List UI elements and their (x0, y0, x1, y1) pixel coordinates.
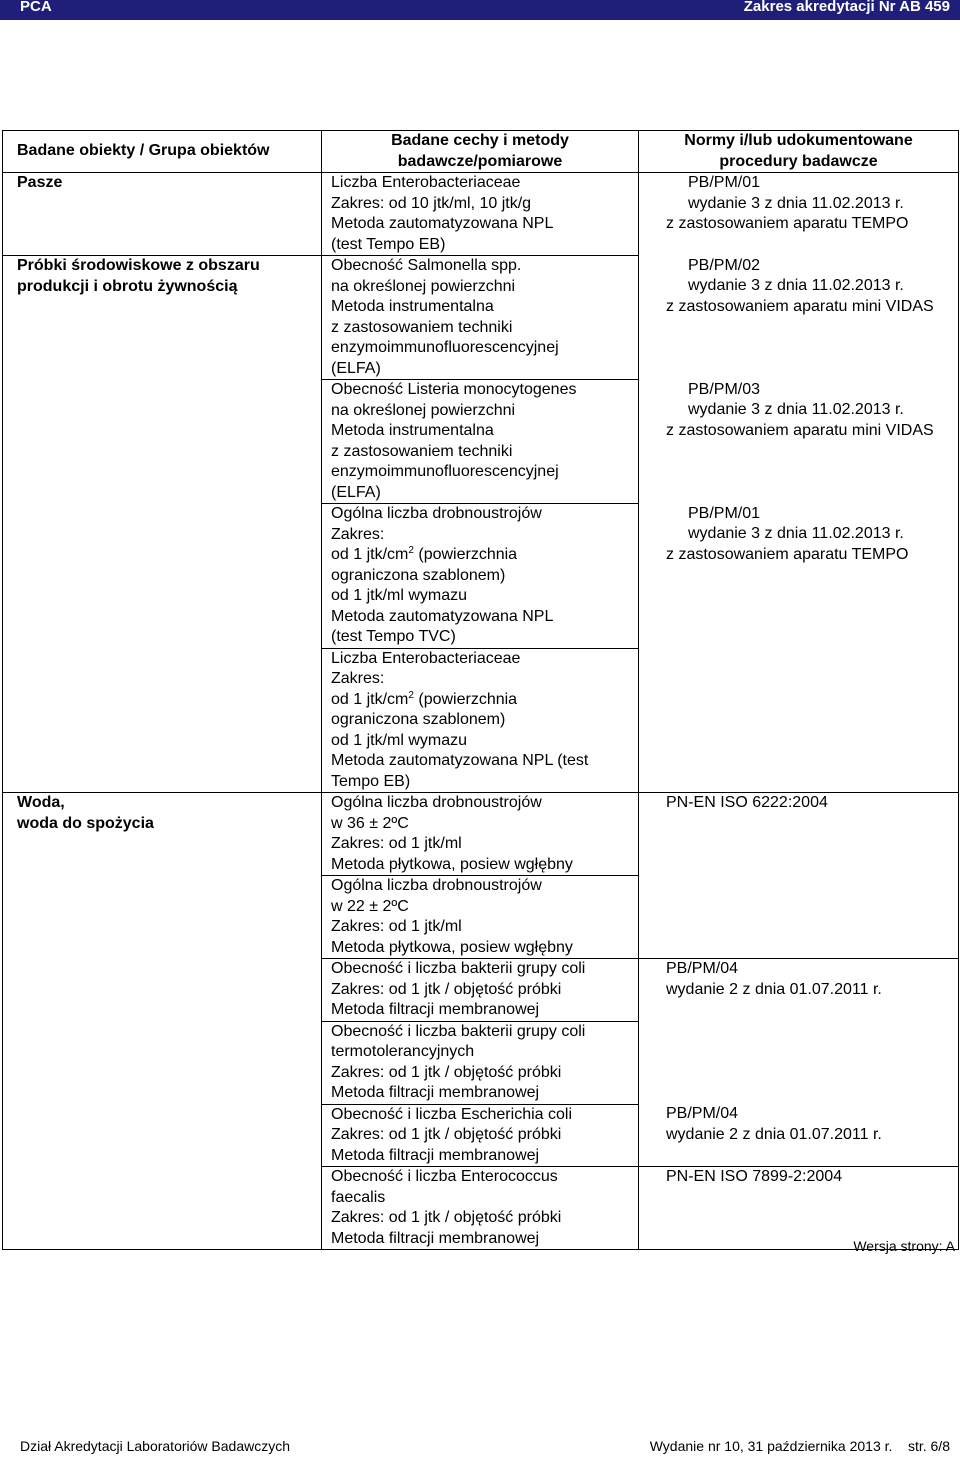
method-text: (powierzchnia (413, 690, 518, 708)
method-cell (322, 1104, 639, 1167)
object-cell (3, 173, 322, 256)
header-norms-text: Normy i/lub udokumentowane procedury badawcze (684, 132, 913, 170)
method-text: od 1 jtk/cm (331, 546, 409, 563)
method-line: Obecność i liczba Enterococcus (331, 1168, 558, 1185)
footer-edition: Wydanie nr 10, 31 października 2013 r. str. 6/8 (649, 1438, 950, 1454)
method-text: (powierzchnia (413, 546, 518, 563)
norm-line: PB/PM/01 (688, 174, 761, 191)
accreditation-table (2, 130, 959, 1250)
method-line: Metoda zautomatyzowana NPL (331, 215, 554, 232)
method-line: Zakres: od 1 jtk / objętość próbki (331, 1126, 562, 1143)
method-line: Ogólna liczba drobnoustrojów (331, 877, 542, 894)
object-cell (3, 256, 322, 380)
norm-line: z zastosowaniem aparatu TEMPO (666, 215, 909, 232)
object-cell (3, 959, 322, 1022)
table-row (3, 173, 959, 256)
method-line: Zakres: (331, 670, 385, 687)
norm-cell (639, 648, 959, 793)
page-version: Wersja strony: A (853, 1238, 955, 1254)
method-line: Metoda zautomatyzowana NPL (test (331, 752, 589, 769)
method-line: Metoda instrumentalna (331, 422, 494, 439)
norm-line: wydanie 3 z dnia 11.02.2013 r. (688, 525, 904, 542)
method-line: Liczba Enterobacteriaceae (331, 649, 521, 667)
norm-line: z zastosowaniem aparatu mini VIDAS (666, 421, 934, 439)
method-line: faecalis (331, 1188, 386, 1206)
norm-line: wydanie 2 z dnia 01.07.2011 r. (666, 980, 882, 998)
method-cell (322, 793, 639, 876)
method-line: Zakres: od 10 jtk/ml, 10 jtk/g (331, 194, 532, 212)
method-line: enzymoimmunofluorescencyjnej (331, 463, 559, 480)
table-header-row (3, 131, 959, 173)
norm-cell (639, 1021, 959, 1104)
method-cell (322, 648, 639, 793)
object-cell (3, 1167, 322, 1250)
norm-line: wydanie 3 z dnia 11.02.2013 r. (688, 194, 904, 212)
method-cell (322, 959, 639, 1022)
table-row (3, 1167, 959, 1250)
method-line: w 36 ± 2ºC (331, 814, 409, 832)
method-line: Metoda płytkowa, posiew wgłębny (331, 855, 573, 873)
method-line: Zakres: (331, 525, 385, 543)
superscript: 2 (408, 545, 414, 556)
norm-cell (639, 256, 959, 380)
method-line: na określonej powierzchni (331, 401, 516, 419)
method-line: Obecność Listeria monocytogenes (331, 381, 577, 398)
method-line: (test Tempo TVC) (331, 628, 456, 645)
norm-cell (639, 959, 959, 1022)
method-line: Zakres: od 1 jtk / objętość próbki (331, 980, 562, 998)
method-cell (322, 1021, 639, 1104)
object-name: produkcji i obrotu żywnością (17, 277, 238, 295)
method-cell (322, 1167, 639, 1250)
method-line: Zakres: od 1 jtk / objętość próbki (331, 1209, 562, 1226)
object-cell (3, 793, 322, 876)
norm-cell (639, 793, 959, 876)
object-name: Próbki środowiskowe z obszaru (17, 257, 260, 274)
method-line: Liczba Enterobacteriaceae (331, 174, 521, 191)
method-line: Zakres: od 1 jtk / objętość próbki (331, 1063, 562, 1081)
method-line: od 1 jtk/ml wymazu (331, 587, 468, 604)
method-cell (322, 504, 639, 649)
method-line (331, 545, 638, 566)
method-text: od 1 jtk/cm (331, 690, 409, 708)
method-line: Obecność i liczba bakterii grupy coli (331, 960, 586, 977)
method-line: Ogólna liczba drobnoustrojów (331, 505, 542, 522)
method-line: Obecność Salmonella spp. (331, 257, 522, 274)
norm-line: PB/PM/02 (688, 256, 761, 274)
table-row (3, 959, 959, 1022)
norm-cell (639, 380, 959, 504)
norm-line: PB/PM/04 (666, 1105, 739, 1122)
header-methods (322, 131, 639, 173)
table-row (3, 1021, 959, 1104)
norm-line: PN-EN ISO 7899-2:2004 (666, 1168, 843, 1185)
header-objects: Badane obiekty / Grupa obiektów (3, 131, 322, 173)
table-row (3, 380, 959, 504)
method-cell (322, 876, 639, 959)
object-cell (3, 504, 322, 649)
method-line: (ELFA) (331, 359, 381, 377)
method-cell (322, 380, 639, 504)
header-org: PCA (20, 0, 52, 15)
method-line: w 22 ± 2ºC (331, 897, 409, 915)
method-line: na określonej powierzchni (331, 277, 516, 295)
method-cell (322, 256, 639, 380)
method-line: Zakres: od 1 jtk/ml (331, 835, 462, 852)
method-line: ograniczona szablonem) (331, 711, 506, 728)
header-norms (639, 131, 959, 173)
norm-cell (639, 504, 959, 649)
method-line: Tempo EB) (331, 772, 411, 790)
object-cell (3, 648, 322, 793)
norm-cell (639, 173, 959, 256)
norm-line: PB/PM/01 (688, 504, 761, 522)
method-line: Obecność i liczba Escherichia coli (331, 1105, 572, 1123)
method-line: Metoda filtracji membranowej (331, 1146, 540, 1164)
norm-cell (639, 876, 959, 959)
norm-line: PB/PM/03 (688, 380, 761, 398)
method-line: (ELFA) (331, 483, 381, 501)
norm-cell (639, 1104, 959, 1167)
table-row (3, 648, 959, 793)
table-row (3, 1104, 959, 1167)
method-line: Metoda płytkowa, posiew wgłębny (331, 938, 573, 956)
method-line: enzymoimmunofluorescencyjnej (331, 339, 559, 356)
method-line: z zastosowaniem techniki (331, 442, 513, 460)
header-methods-text: Badane cechy i metody badawcze/pomiarowe (391, 132, 569, 170)
table-row (3, 793, 959, 876)
object-name: Woda, (17, 794, 65, 811)
method-line (331, 690, 638, 711)
norm-line: z zastosowaniem aparatu TEMPO (666, 545, 909, 563)
method-line: Metoda filtracji membranowej (331, 1229, 540, 1247)
method-line: Metoda filtracji membranowej (331, 1084, 540, 1101)
norm-line: PB/PM/04 (666, 960, 739, 977)
method-line: Metoda zautomatyzowana NPL (331, 607, 554, 625)
method-line: z zastosowaniem techniki (331, 318, 513, 336)
norm-line: wydanie 3 z dnia 11.02.2013 r. (688, 277, 904, 294)
table-row (3, 504, 959, 649)
object-name: Pasze (17, 174, 63, 191)
method-cell (322, 173, 639, 256)
object-name: woda do spożycia (17, 814, 154, 832)
method-line: Metoda instrumentalna (331, 298, 494, 315)
method-line: ograniczona szablonem) (331, 566, 506, 584)
page-header-bar (0, 0, 960, 20)
object-cell (3, 1021, 322, 1104)
norm-line: z zastosowaniem aparatu mini VIDAS (666, 297, 934, 315)
norm-line: wydanie 2 z dnia 01.07.2011 r. (666, 1125, 882, 1143)
header-scope-title: Zakres akredytacji Nr AB 459 (743, 0, 950, 15)
object-cell (3, 380, 322, 504)
object-cell (3, 1104, 322, 1167)
method-line: Ogólna liczba drobnoustrojów (331, 794, 542, 811)
method-line: (test Tempo EB) (331, 235, 446, 253)
footer-department: Dział Akredytacji Laboratoriów Badawczych (20, 1438, 291, 1454)
method-line: termotolerancyjnych (331, 1043, 475, 1060)
norm-line: PN-EN ISO 6222:2004 (666, 794, 828, 811)
method-line: Zakres: od 1 jtk/ml (331, 918, 462, 935)
table-row (3, 256, 959, 380)
method-line: od 1 jtk/ml wymazu (331, 731, 468, 749)
object-cell (3, 876, 322, 959)
method-line: Obecność i liczba bakterii grupy coli (331, 1022, 586, 1040)
norm-line: wydanie 3 z dnia 11.02.2013 r. (688, 401, 904, 418)
superscript: 2 (408, 689, 414, 701)
table-row (3, 876, 959, 959)
method-line: Metoda filtracji membranowej (331, 1001, 540, 1018)
